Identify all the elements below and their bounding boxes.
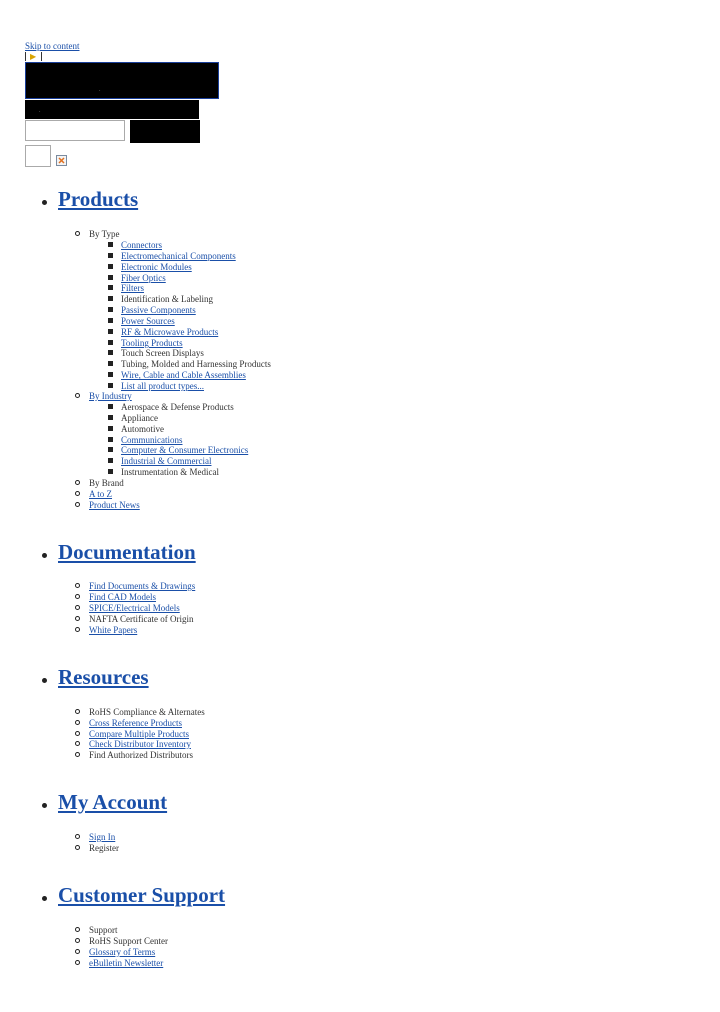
product-type-link[interactable]: Filters — [121, 283, 145, 293]
by-brand-link[interactable]: By Brand — [89, 478, 124, 488]
a-to-z-link[interactable]: A to Z — [89, 489, 113, 499]
bullet — [75, 502, 80, 507]
section-title-my-account — [58, 790, 167, 814]
product-type-link[interactable]: Connectors — [121, 240, 162, 250]
bullet — [75, 949, 80, 954]
bullet — [75, 752, 80, 757]
search-input[interactable] — [25, 120, 125, 141]
resources-item-link[interactable]: Find Authorized Distributors — [89, 750, 193, 760]
bullet — [75, 627, 80, 632]
search-button[interactable] — [130, 120, 200, 143]
industry-link[interactable]: Computer & Consumer Electronics — [121, 445, 249, 455]
image-placeholder — [25, 145, 51, 167]
divider — [25, 52, 26, 61]
bullet — [108, 458, 113, 463]
products-link[interactable]: Products — [58, 187, 139, 211]
bullet — [75, 834, 80, 839]
industry-link[interactable]: Instrumentation & Medical — [121, 467, 219, 477]
bullet — [108, 404, 113, 409]
my-account-link[interactable]: My Account — [58, 790, 168, 814]
bullet — [75, 605, 80, 610]
list-all-product-types-link[interactable]: List all product types... — [121, 381, 204, 391]
sign-in-link[interactable]: Sign In — [89, 832, 116, 842]
section-title-documentation — [58, 540, 196, 564]
bullet — [108, 253, 113, 258]
product-news-link[interactable]: Product News — [89, 500, 140, 510]
bullet — [75, 393, 80, 398]
industry-link[interactable]: Appliance — [121, 413, 158, 423]
product-type-link[interactable]: Electronic Modules — [121, 262, 192, 272]
documentation-item-link[interactable]: NAFTA Certificate of Origin — [89, 614, 194, 624]
section-title-products — [58, 187, 138, 211]
documentation-link[interactable]: Documentation — [58, 540, 196, 564]
industry-link[interactable]: Communications — [121, 435, 183, 445]
bullet — [108, 285, 113, 290]
bullet — [108, 447, 113, 452]
bullet — [75, 741, 80, 746]
bullet — [42, 803, 47, 808]
product-type-link[interactable]: Passive Components — [121, 305, 196, 315]
play-icon[interactable]: ▶ — [30, 52, 37, 61]
bullet — [108, 340, 113, 345]
bullet — [75, 845, 80, 850]
support-item-link[interactable]: eBulletin Newsletter — [89, 958, 164, 968]
bullet — [75, 709, 80, 714]
bullet — [108, 264, 113, 269]
section-title-customer-support — [58, 883, 225, 907]
documentation-item-link[interactable]: Find Documents & Drawings — [89, 581, 196, 591]
industry-link[interactable]: Aerospace & Defense Products — [121, 402, 234, 412]
bullet — [75, 720, 80, 725]
bullet — [108, 372, 113, 377]
bullet — [108, 242, 113, 247]
header-logo-block[interactable] — [25, 62, 219, 99]
documentation-item-link[interactable]: SPICE/Electrical Models — [89, 603, 180, 613]
header-tagline-block — [25, 100, 199, 119]
header-logo-text: . — [99, 87, 101, 93]
product-type-link[interactable]: Tooling Products — [121, 338, 183, 348]
support-item-link[interactable]: Glossary of Terms — [89, 947, 156, 957]
bullet — [42, 200, 47, 205]
bullet — [75, 231, 80, 236]
resources-item-link[interactable]: Cross Reference Products — [89, 718, 182, 728]
bullet — [75, 927, 80, 932]
bullet — [108, 350, 113, 355]
product-type-link[interactable]: RF & Microwave Products — [121, 327, 219, 337]
product-type-link[interactable]: Power Sources — [121, 316, 175, 326]
support-item-link[interactable]: Support — [89, 925, 118, 935]
product-type-link[interactable]: Electromechanical Components — [121, 251, 236, 261]
product-type-link[interactable]: Identification & Labeling — [121, 294, 213, 304]
bullet — [108, 437, 113, 442]
product-type-link[interactable]: Tubing, Molded and Harnessing Products — [121, 359, 271, 369]
bullet — [108, 296, 113, 301]
product-type-link[interactable]: Touch Screen Displays — [121, 348, 204, 358]
bullet — [108, 415, 113, 420]
media-control[interactable] — [25, 52, 49, 61]
bullet — [108, 383, 113, 388]
bullet — [108, 329, 113, 334]
documentation-item-link[interactable]: White Papers — [89, 625, 138, 635]
bullet — [108, 361, 113, 366]
industry-link[interactable]: Industrial & Commercial — [121, 456, 212, 466]
section-title-resources — [58, 665, 149, 689]
bullet — [42, 678, 47, 683]
bullet — [75, 491, 80, 496]
bullet — [108, 426, 113, 431]
customer-support-link[interactable]: Customer Support — [58, 883, 226, 907]
bullet — [75, 938, 80, 943]
resources-item-link[interactable]: Check Distributor Inventory — [89, 739, 191, 749]
bullet — [42, 553, 47, 558]
bullet — [75, 960, 80, 965]
bullet — [75, 583, 80, 588]
by-type-label[interactable]: By Type — [89, 229, 120, 239]
resources-item-link[interactable]: RoHS Compliance & Alternates — [89, 707, 205, 717]
bullet — [75, 480, 80, 485]
product-type-link[interactable]: Wire, Cable and Cable Assemblies — [121, 370, 246, 380]
register-link[interactable]: Register — [89, 843, 119, 853]
documentation-item-link[interactable]: Find CAD Models — [89, 592, 157, 602]
product-type-link[interactable]: Fiber Optics — [121, 273, 166, 283]
divider — [41, 52, 42, 61]
header-tagline-text: . — [39, 108, 41, 114]
bullet — [108, 307, 113, 312]
resources-link[interactable]: Resources — [58, 665, 149, 689]
bullet — [108, 469, 113, 474]
close-icon[interactable] — [56, 155, 67, 166]
bullet — [108, 318, 113, 323]
resources-item-link[interactable]: Compare Multiple Products — [89, 729, 189, 739]
industry-link[interactable]: Automotive — [121, 424, 164, 434]
skip-to-content-link[interactable]: Skip to content — [25, 41, 80, 51]
bullet — [75, 594, 80, 599]
bullet — [75, 616, 80, 621]
support-item-link[interactable]: RoHS Support Center — [89, 936, 169, 946]
bullet — [75, 731, 80, 736]
bullet — [42, 896, 47, 901]
bullet — [108, 275, 113, 280]
by-industry-link[interactable]: By Industry — [89, 391, 132, 401]
